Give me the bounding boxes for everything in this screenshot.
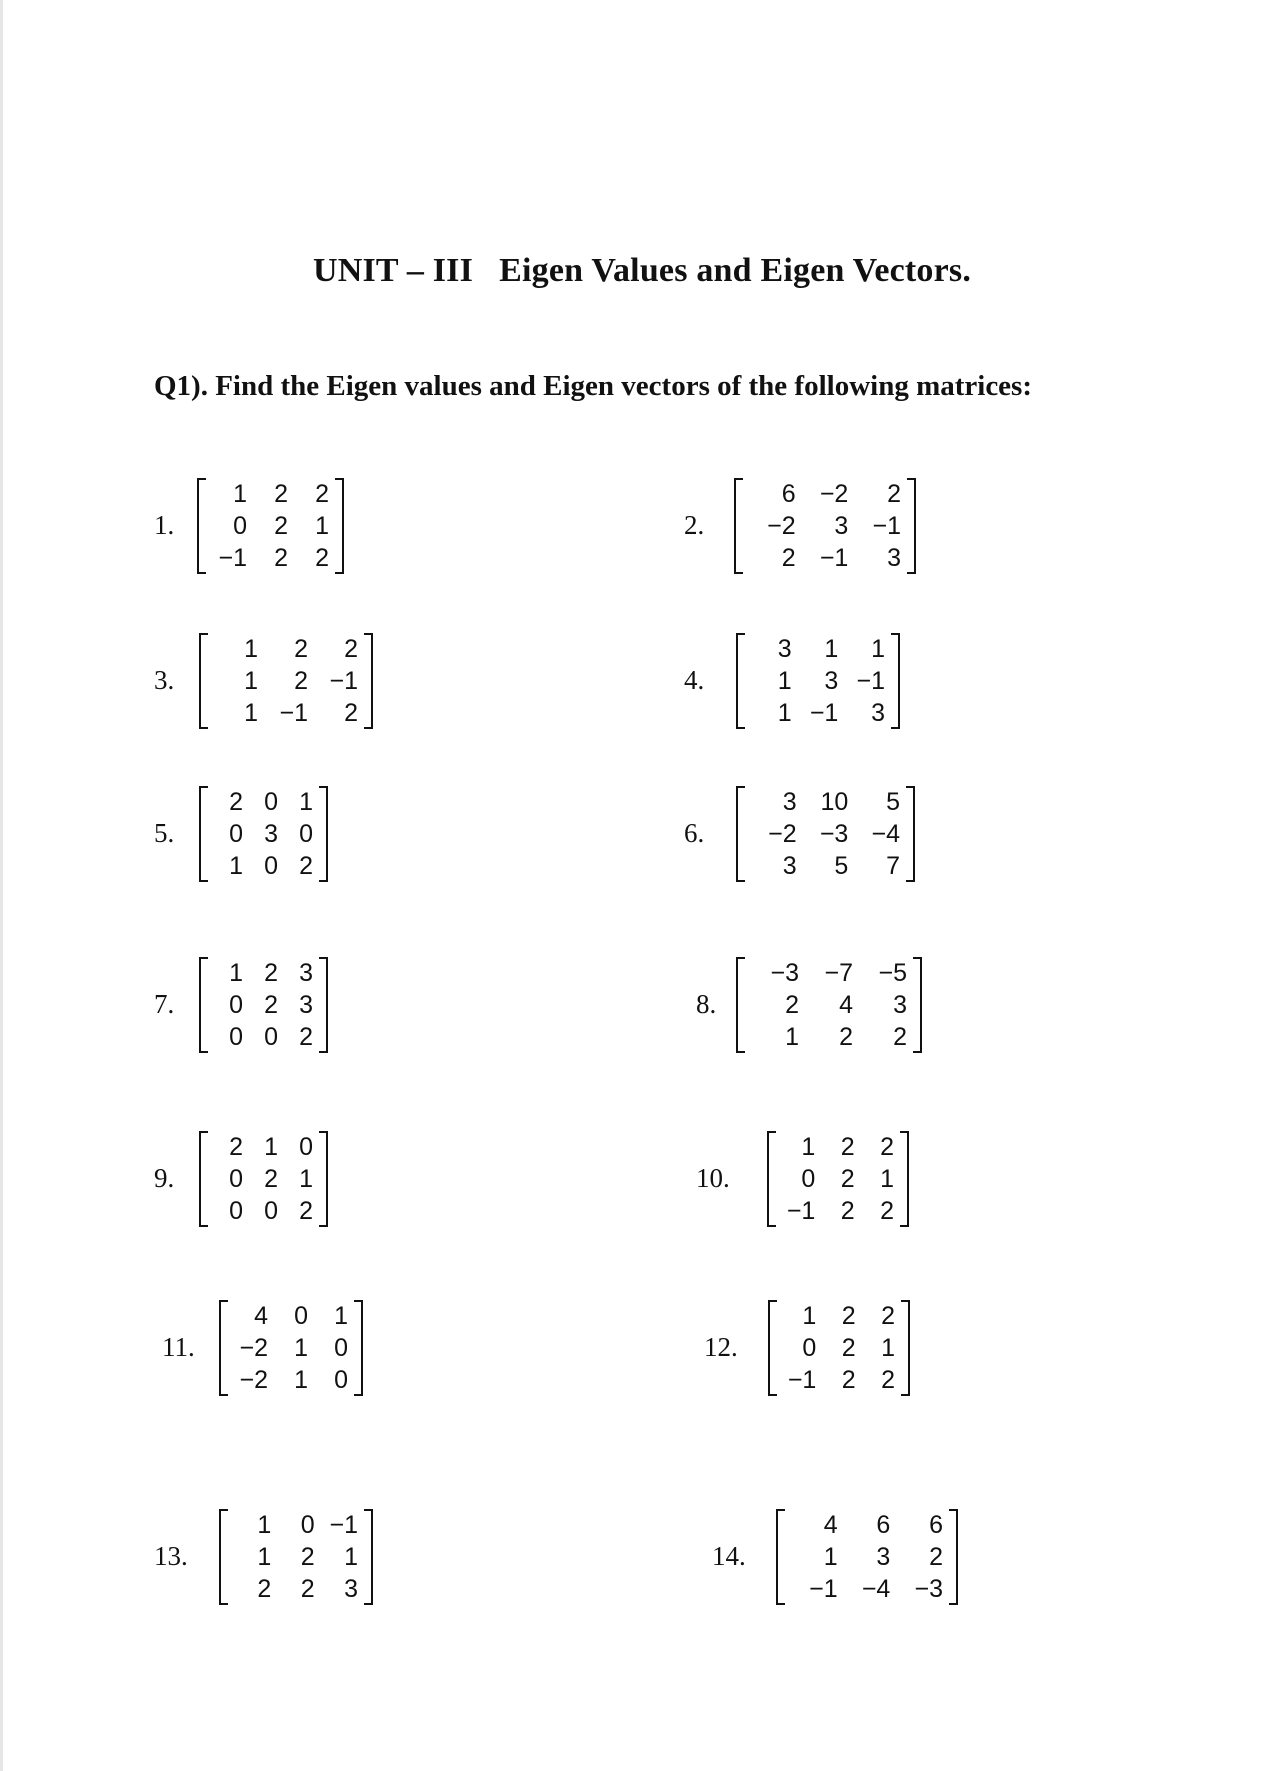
matrix-entry: 3 — [782, 851, 797, 880]
matrix-entry: 1 — [264, 1132, 278, 1161]
matrix-entry: −1 — [872, 511, 901, 540]
matrix-entry: −1 — [329, 1510, 358, 1539]
matrix-entry: 2 — [893, 1022, 907, 1051]
matrix-entry: 1 — [233, 479, 247, 508]
matrix-number: 7. — [154, 989, 175, 1019]
matrix-grid — [748, 633, 888, 729]
matrix-entry: 1 — [294, 1333, 308, 1362]
matrix-entry: 1 — [881, 1333, 895, 1362]
matrix-entry: 0 — [264, 1022, 278, 1051]
matrix-entry: 2 — [299, 851, 313, 880]
matrix-brackets — [736, 957, 922, 1053]
matrix-entry: 2 — [840, 1164, 855, 1193]
matrix-entry: 3 — [264, 819, 278, 848]
matrix-brackets — [736, 786, 915, 882]
matrix-brackets — [199, 1131, 328, 1227]
matrix-grid — [211, 786, 316, 882]
matrix-entry: 2 — [315, 543, 329, 572]
matrix-entry: 4 — [254, 1301, 268, 1330]
matrix-brackets — [219, 1300, 363, 1396]
matrix-entry: 2 — [299, 1022, 313, 1051]
matrix-number: 3. — [154, 665, 175, 695]
matrix-item — [154, 1509, 373, 1605]
matrix-number: 6. — [684, 818, 705, 848]
matrix-grid — [211, 957, 316, 1053]
matrix-entry: 1 — [777, 698, 792, 727]
matrix-grid — [780, 1300, 898, 1396]
matrix-number: 10. — [696, 1163, 730, 1193]
matrix-entry: 2 — [264, 1164, 278, 1193]
matrix-entry: 2 — [299, 1196, 313, 1225]
matrix-entry: 2 — [264, 990, 278, 1019]
matrix-entry: 5 — [834, 851, 849, 880]
matrix-entry: 2 — [840, 1196, 855, 1225]
matrix-entry: 6 — [876, 1510, 891, 1539]
matrix-entry: 2 — [229, 1132, 243, 1161]
matrix-number: 8. — [696, 989, 717, 1019]
matrix-brackets — [736, 633, 900, 729]
matrix-entry: 1 — [802, 1301, 817, 1330]
matrix-grid — [231, 1300, 351, 1396]
matrix-entry: 6 — [929, 1510, 943, 1539]
matrix-number: 1. — [154, 510, 175, 540]
matrix-number: 14. — [712, 1541, 746, 1571]
matrix-entry: 3 — [777, 634, 792, 663]
matrix-item — [154, 1300, 363, 1396]
matrix-entry: 2 — [881, 1301, 895, 1330]
matrix-item — [684, 478, 916, 574]
matrix-item — [684, 1300, 910, 1396]
matrix-entry: 0 — [229, 1022, 243, 1051]
matrix-entry: 3 — [871, 698, 885, 727]
matrix-entry: 0 — [300, 1510, 315, 1539]
matrix-grid — [748, 786, 903, 882]
matrix-item — [684, 633, 900, 729]
matrix-entry: 1 — [824, 634, 839, 663]
matrix-entry: 0 — [802, 1333, 817, 1362]
matrix-grid — [788, 1509, 946, 1605]
matrix-entry: 1 — [257, 1510, 272, 1539]
matrix-entry: 0 — [229, 819, 243, 848]
matrix-brackets — [199, 633, 373, 729]
matrix-number: 12. — [704, 1332, 738, 1362]
matrix-entry: −1 — [786, 1196, 816, 1225]
matrix-brackets — [219, 1509, 373, 1605]
matrix-entry: 2 — [274, 511, 288, 540]
matrix-entry: −7 — [824, 958, 853, 987]
matrix-number: 4. — [684, 665, 705, 695]
matrix-entry: 4 — [823, 1510, 838, 1539]
matrix-brackets — [776, 1509, 958, 1605]
matrix-entry: 2 — [785, 990, 799, 1019]
matrix-entry: 2 — [264, 958, 278, 987]
matrix-entry: 1 — [344, 1542, 358, 1571]
matrix-entry: 3 — [344, 1574, 358, 1603]
matrix-number: 2. — [684, 510, 705, 540]
matrix-entry: 1 — [785, 1022, 799, 1051]
matrix-grid — [231, 1509, 361, 1605]
matrix-entry: 2 — [300, 1574, 315, 1603]
matrix-entry: 2 — [841, 1301, 856, 1330]
matrix-entry: 1 — [294, 1365, 308, 1394]
matrix-entry: 0 — [264, 851, 278, 880]
matrix-brackets — [734, 478, 916, 574]
matrix-entry: 3 — [782, 787, 797, 816]
matrix-entry: 2 — [344, 698, 358, 727]
matrix-item — [154, 786, 328, 882]
matrix-entry: −1 — [787, 1365, 817, 1394]
matrix-entry: −5 — [878, 958, 907, 987]
matrix-entry: 2 — [294, 634, 308, 663]
matrix-entry: 3 — [876, 1542, 891, 1571]
matrix-entry: 2 — [781, 543, 796, 572]
matrix-entry: 0 — [229, 1196, 243, 1225]
matrix-entry: 2 — [887, 479, 901, 508]
matrix-entry: 0 — [229, 1164, 243, 1193]
matrix-entry: −4 — [871, 819, 900, 848]
matrix-brackets — [767, 1131, 909, 1227]
matrix-entry: 0 — [233, 511, 247, 540]
matrix-entry: 1 — [315, 511, 329, 540]
matrix-number: 5. — [154, 818, 175, 848]
matrix-number: 9. — [154, 1163, 175, 1193]
matrix-item — [154, 478, 344, 574]
matrix-grid — [209, 478, 332, 574]
matrix-entry: 1 — [880, 1164, 894, 1193]
question-text: Q1). Find the Eigen values and Eigen vectors of the following matrices: — [154, 370, 1033, 402]
matrix-entry: 1 — [229, 958, 243, 987]
matrix-item — [154, 957, 328, 1053]
matrix-entry: 2 — [840, 1132, 855, 1161]
matrix-entry: 1 — [823, 1542, 838, 1571]
matrix-entry: 2 — [229, 787, 243, 816]
matrix-entry: 3 — [824, 666, 839, 695]
matrix-item — [154, 633, 373, 729]
matrix-brackets — [768, 1300, 910, 1396]
matrix-item — [684, 1509, 958, 1605]
matrix-grid — [779, 1131, 897, 1227]
matrix-entry: 2 — [929, 1542, 943, 1571]
matrix-number: 11. — [162, 1332, 195, 1362]
matrix-grid — [748, 957, 910, 1053]
matrix-entry: −1 — [809, 1574, 838, 1603]
matrix-number: 13. — [154, 1541, 188, 1571]
matrix-entry: −1 — [856, 666, 885, 695]
matrix-entry: 2 — [344, 634, 358, 663]
matrix-entry: 2 — [294, 666, 308, 695]
matrix-entry: 2 — [841, 1365, 856, 1394]
matrix-entry: −1 — [279, 698, 308, 727]
matrix-entry: 2 — [274, 543, 288, 572]
matrix-entry: 3 — [893, 990, 907, 1019]
matrix-entry: −4 — [861, 1574, 891, 1603]
matrix-entry: 2 — [839, 1022, 853, 1051]
matrix-entry: −2 — [819, 479, 849, 508]
matrix-entry: −1 — [218, 543, 247, 572]
matrix-entry: 2 — [274, 479, 288, 508]
matrix-entry: 2 — [841, 1333, 856, 1362]
matrix-entry: 1 — [801, 1132, 816, 1161]
matrix-entry: 0 — [299, 819, 313, 848]
matrix-entry: −3 — [819, 819, 849, 848]
matrix-entry: 2 — [300, 1542, 315, 1571]
matrix-entry: 2 — [880, 1196, 894, 1225]
matrix-entry: 1 — [244, 698, 258, 727]
matrix-entry: 1 — [299, 787, 313, 816]
matrix-entry: 0 — [801, 1164, 816, 1193]
matrix-entry: 6 — [781, 479, 796, 508]
matrix-entry: 0 — [229, 990, 243, 1019]
matrix-entry: 2 — [315, 479, 329, 508]
matrix-grid — [211, 633, 361, 729]
matrix-entry: 3 — [299, 990, 313, 1019]
matrix-item — [684, 1131, 909, 1227]
matrix-entry: 3 — [299, 958, 313, 987]
matrix-entry: 1 — [777, 666, 792, 695]
matrix-entry: −1 — [809, 698, 839, 727]
matrix-entry: −2 — [239, 1333, 268, 1362]
matrix-entry: 3 — [887, 543, 901, 572]
matrix-entry: 0 — [294, 1301, 308, 1330]
matrix-grid — [746, 478, 904, 574]
matrix-entry: 5 — [886, 787, 900, 816]
matrix-entry: −3 — [770, 958, 799, 987]
matrix-entry: 10 — [820, 787, 849, 816]
matrix-entry: 3 — [834, 511, 849, 540]
matrix-entry: 1 — [244, 634, 258, 663]
matrix-entry: 0 — [334, 1365, 348, 1394]
matrix-entry: 2 — [257, 1574, 272, 1603]
matrix-entry: 1 — [871, 634, 885, 663]
matrix-entry: 0 — [299, 1132, 313, 1161]
matrix-entry: 1 — [257, 1542, 272, 1571]
matrix-entry: 1 — [334, 1301, 348, 1330]
matrix-entry: −3 — [914, 1574, 943, 1603]
matrix-entry: 0 — [264, 787, 278, 816]
matrix-entry: 1 — [229, 851, 243, 880]
matrix-entry: −2 — [767, 511, 796, 540]
matrix-entry: 0 — [334, 1333, 348, 1362]
matrix-brackets — [199, 957, 328, 1053]
matrix-entry: 2 — [881, 1365, 895, 1394]
matrix-entry: 0 — [264, 1196, 278, 1225]
matrix-item — [684, 786, 915, 882]
matrix-entry: 7 — [886, 851, 900, 880]
matrix-grid — [211, 1131, 316, 1227]
matrix-entry: 1 — [244, 666, 258, 695]
matrix-entry: −1 — [819, 543, 849, 572]
matrix-entry: 1 — [299, 1164, 313, 1193]
page-title: UNIT – III Eigen Values and Eigen Vectors. — [312, 252, 972, 289]
matrix-entry: −2 — [239, 1365, 268, 1394]
matrix-entry: −2 — [768, 819, 797, 848]
matrix-item — [154, 1131, 328, 1227]
matrix-brackets — [199, 786, 328, 882]
matrix-brackets — [197, 478, 344, 574]
matrix-entry: 4 — [839, 990, 853, 1019]
matrix-item — [684, 957, 922, 1053]
matrix-entry: −1 — [329, 666, 358, 695]
matrix-entry: 2 — [880, 1132, 894, 1161]
